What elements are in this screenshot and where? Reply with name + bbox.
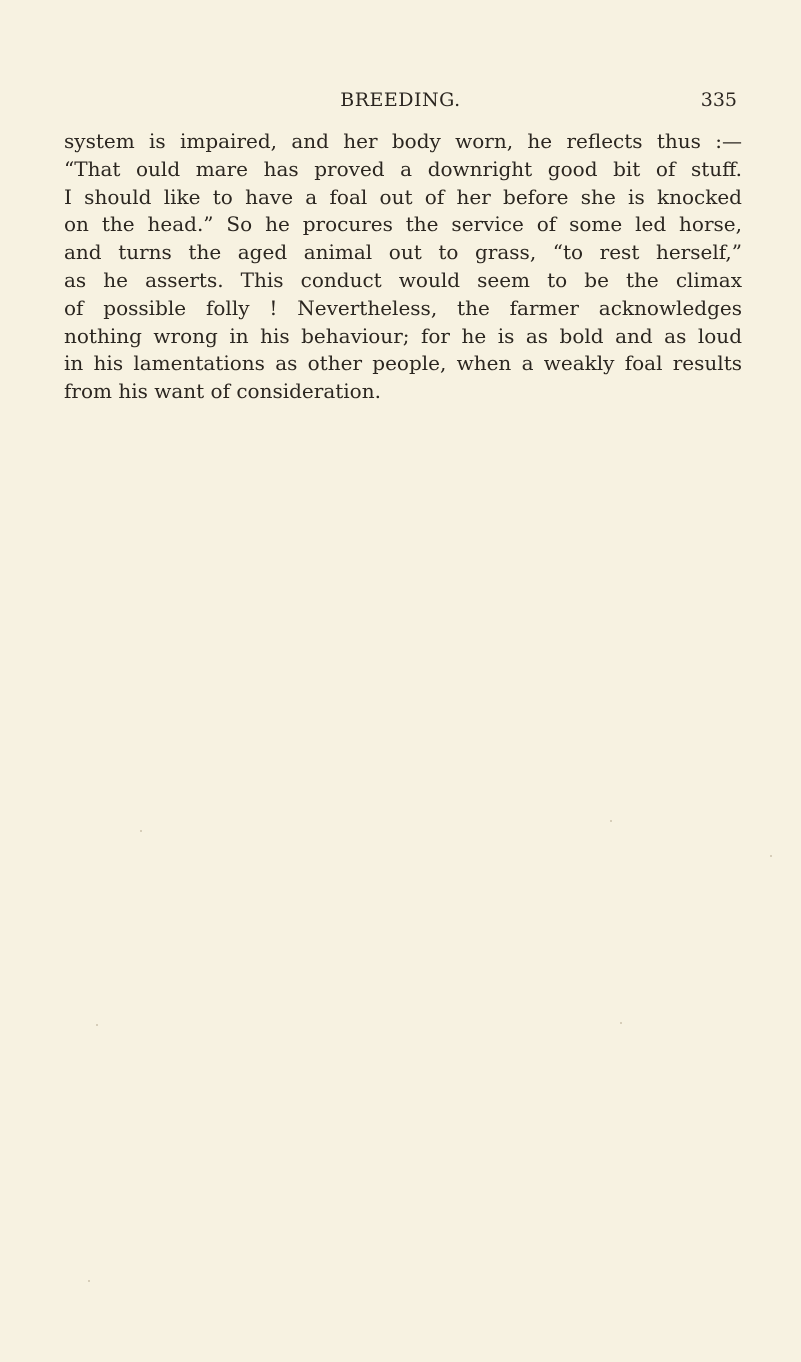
body-paragraph [64,128,742,406]
paper-speck [96,1024,98,1026]
page-number: 335 [700,89,737,111]
paper-speck [770,855,772,857]
text-line: from his want of consideration. [64,379,381,404]
paper-speck [140,830,142,832]
running-head [64,85,737,115]
text-line: of possible folly ! Nevertheless, the farmer acknowledges [64,295,742,320]
text-line: on the head.” So he procures the service of some led horse, [64,212,742,237]
paper-speck [610,820,612,822]
text-line: system is impaired, and her body worn, he reflects thus :— [64,129,742,153]
page-title: BREEDING. [340,89,461,111]
paper-speck [88,1280,90,1282]
text-line: in his lamentations as other people, when a weakly foal results [64,351,742,376]
text-line: and turns the aged animal out to grass, “to rest herself,” [64,240,742,265]
text-line: “That ould mare has proved a downright good bit of stuff. [64,156,742,181]
text-line: nothing wrong in his behaviour; for he is as bold and as loud [64,323,742,348]
text-line: I should like to have a foal out of her before she is knocked [64,184,742,209]
text-line: as he asserts. This conduct would seem to be the climax [64,267,742,292]
paper-speck [620,1022,622,1024]
